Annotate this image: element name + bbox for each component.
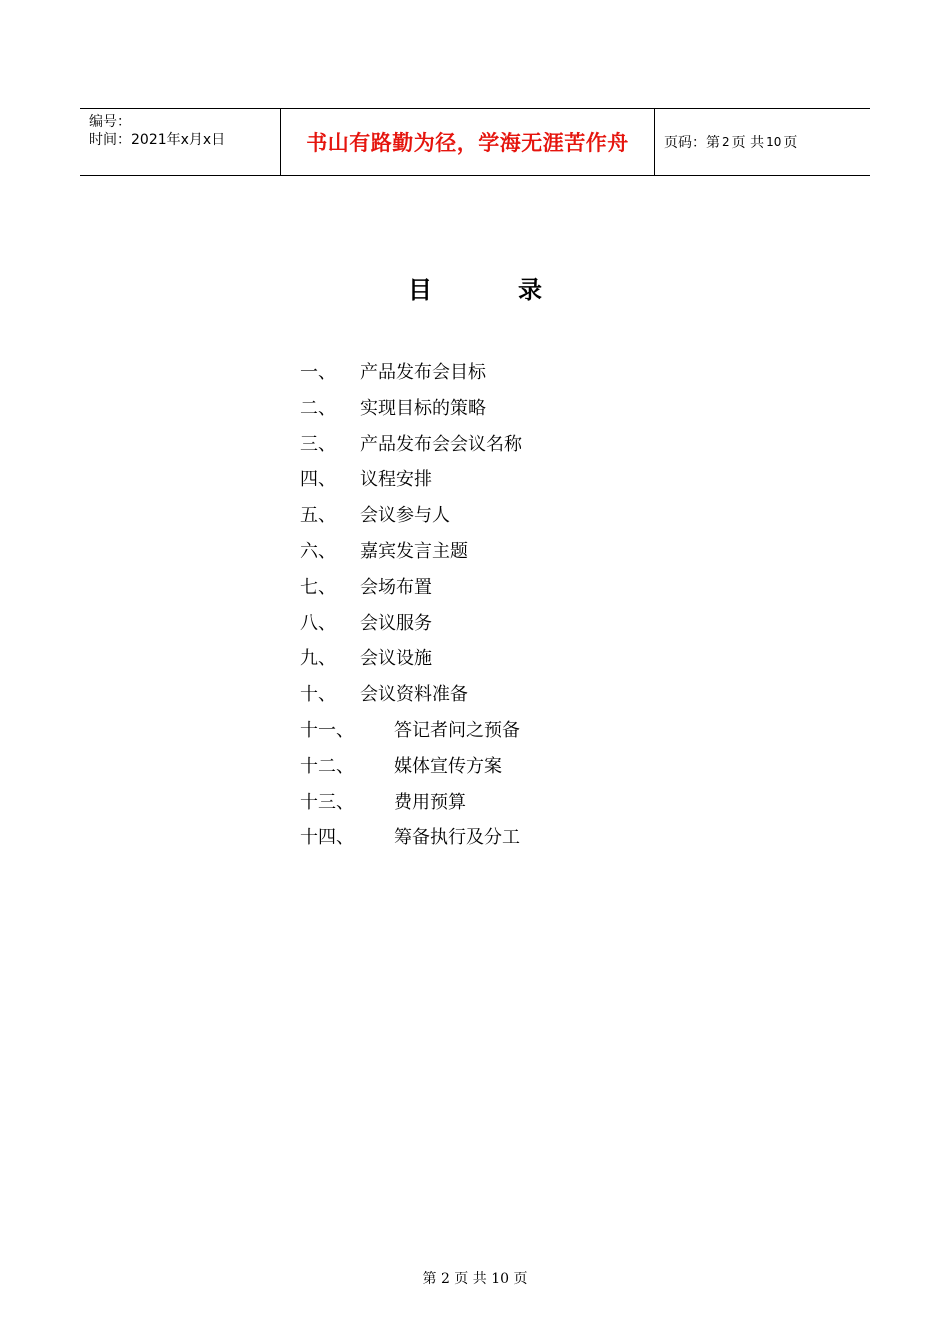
toc-item-number: 六、	[300, 540, 336, 562]
toc-item-label: 嘉宾发言主题	[360, 540, 468, 562]
toc-item-number: 十、	[300, 684, 336, 706]
page-mid: 页 共	[731, 135, 765, 151]
toc-item-number: 四、	[300, 469, 336, 491]
toc-item-label: 会场布置	[360, 576, 432, 598]
toc-list	[300, 355, 720, 856]
toc-item-number: 八、	[300, 612, 336, 634]
toc-item-number: 十三、	[300, 791, 354, 813]
page-footer: 第 2 页 共 10 页	[422, 1271, 528, 1287]
serial-number-label: 编号：	[89, 114, 131, 130]
header-slogan: 书山有路勤为径，学海无涯苦作舟	[306, 131, 629, 155]
toc-item-label: 实现目标的策略	[360, 397, 486, 419]
toc-item-label: 答记者问之预备	[394, 719, 520, 741]
toc-title-left: 目	[408, 275, 432, 304]
toc-item	[300, 606, 720, 642]
toc-item-label: 产品发布会目标	[360, 362, 486, 383]
toc-item-label: 媒体宣传方案	[394, 755, 502, 777]
header-page-cell	[655, 109, 870, 175]
toc-item	[300, 498, 720, 534]
toc-item-label: 筹备执行及分工	[394, 827, 520, 849]
toc-item	[300, 570, 720, 606]
toc-item	[300, 391, 720, 427]
toc-item-number: 二、	[300, 397, 336, 419]
toc-item	[300, 677, 720, 713]
toc-item	[300, 427, 720, 463]
toc-item	[300, 820, 720, 856]
toc-item-label: 费用预算	[394, 791, 466, 813]
toc-item	[300, 749, 720, 785]
page-prefix: 页码：第	[664, 135, 720, 151]
toc-item-number: 十一、	[300, 719, 354, 741]
toc-item-label: 议程安排	[360, 469, 432, 491]
toc-item	[300, 785, 720, 821]
toc-title-right: 录	[518, 275, 542, 304]
toc-item-label: 会议资料准备	[360, 684, 468, 706]
toc-item	[300, 534, 720, 570]
toc-item	[300, 641, 720, 677]
toc-item	[300, 355, 720, 391]
toc-item-number: 一、	[300, 362, 336, 383]
page-current: 2	[722, 135, 730, 149]
toc-title	[0, 270, 950, 305]
toc-item-label: 会议参与人	[360, 505, 450, 527]
toc-item-number: 十四、	[300, 827, 354, 849]
header-slogan-cell	[281, 109, 655, 175]
page-total: 10	[766, 135, 782, 149]
toc-item-label: 产品发布会会议名称	[360, 433, 522, 455]
toc-item-label: 会议设施	[360, 648, 432, 670]
toc-item-number: 十二、	[300, 755, 354, 777]
toc-item-number: 五、	[300, 505, 336, 527]
document-header	[80, 108, 870, 176]
date-label: 时间：2021年x月x日	[89, 132, 226, 148]
toc-item	[300, 713, 720, 749]
toc-item-label: 会议服务	[360, 612, 432, 634]
header-meta-cell	[80, 109, 281, 175]
toc-item-number: 三、	[300, 433, 336, 455]
page-suffix: 页	[783, 135, 798, 151]
toc-item	[300, 462, 720, 498]
toc-item-number: 九、	[300, 648, 336, 670]
toc-item-number: 七、	[300, 576, 336, 598]
